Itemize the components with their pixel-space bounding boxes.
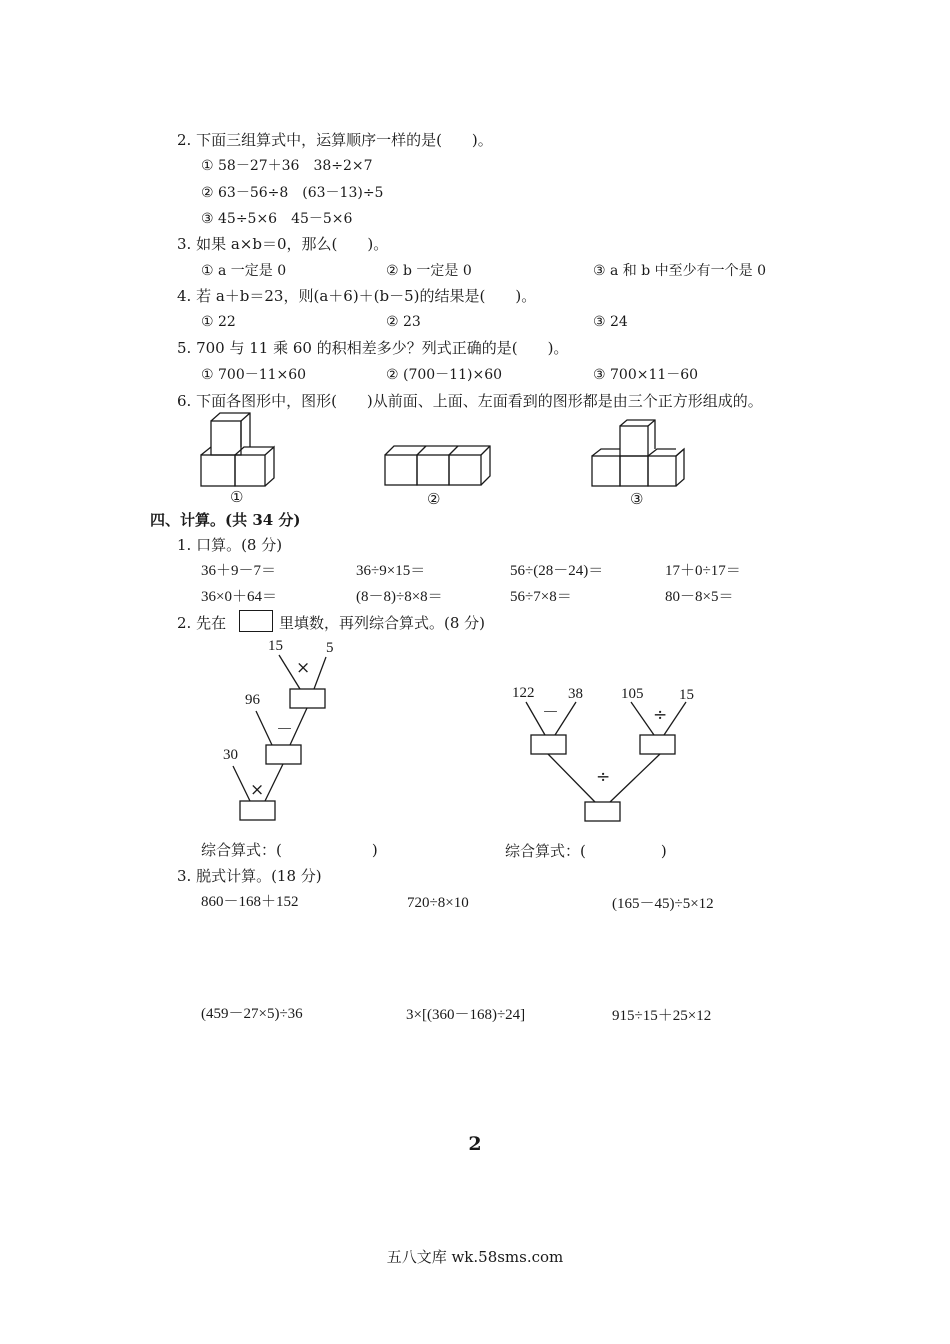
q4-option-2: ② 23 bbox=[386, 314, 421, 330]
oral-calc-7: 56÷7×8＝ bbox=[510, 589, 572, 605]
tree1-box-3 bbox=[240, 801, 275, 820]
tree1-op-3: × bbox=[250, 780, 265, 800]
tree2-box-1 bbox=[531, 735, 566, 754]
q4-stem: 4. 若 a＋b＝23，则(a＋6)＋(b－5)的结果是( )。 bbox=[177, 287, 537, 305]
figure-label-3: ③ bbox=[630, 490, 644, 508]
q5-option-3: ③ 700×11－60 bbox=[593, 367, 699, 383]
tree2-op-3: ÷ bbox=[596, 767, 611, 787]
q4-option-1: ① 22 bbox=[201, 314, 236, 330]
q2-option-3: ③ 45÷5×6 45－5×6 bbox=[201, 211, 353, 227]
q6-stem: 6. 下面各图形中，图形( )从前面、上面、左面看到的图形都是由三个正方形组成的。 bbox=[177, 392, 763, 410]
formula-label-2: 综合算式：( ) bbox=[505, 842, 667, 860]
tree1-op-1: × bbox=[296, 658, 311, 678]
q5-stem: 5. 700 与 11 乘 60 的积相差多少？列式正确的是( )。 bbox=[177, 339, 569, 357]
tree1-box-2 bbox=[266, 745, 301, 764]
oral-calc-8: 80－8×5＝ bbox=[665, 589, 734, 605]
oral-calc-5: 36×0＋64＝ bbox=[201, 589, 277, 605]
step-calc-5: 3×[(360－168)÷24] bbox=[406, 1007, 526, 1023]
oral-calc-2: 36÷9×15＝ bbox=[356, 563, 426, 579]
tree2-num-122: 122 bbox=[512, 685, 535, 701]
oral-calc-6: (8－8)÷8×8＝ bbox=[356, 589, 443, 605]
step-calc-4: (459－27×5)÷36 bbox=[201, 1006, 303, 1022]
tree2-op-1: － bbox=[542, 703, 559, 723]
q5-option-2: ② (700－11)×60 bbox=[386, 367, 503, 383]
step-calc-3: (165－45)÷5×12 bbox=[612, 896, 714, 912]
tree2-num-15: 15 bbox=[679, 687, 694, 703]
q2-option-1: ① 58－27＋36 38÷2×7 bbox=[201, 158, 373, 174]
q3-stem: 3. 如果 a×b＝0，那么( )。 bbox=[177, 235, 389, 253]
q4-1-title: 1. 口算。(8 分) bbox=[177, 536, 283, 554]
tree2-op-2: ÷ bbox=[653, 705, 668, 725]
footer-watermark: 五八文库 wk.58sms.com bbox=[386, 1248, 564, 1266]
figure-label-2: ② bbox=[427, 490, 441, 508]
step-calc-2: 720÷8×10 bbox=[407, 895, 469, 911]
tree1-num-96: 96 bbox=[245, 692, 260, 708]
q5-option-1: ① 700－11×60 bbox=[201, 367, 307, 383]
q2-option-2: ② 63－56÷8 (63－13)÷5 bbox=[201, 185, 384, 201]
oral-calc-4: 17＋0÷17＝ bbox=[665, 563, 741, 579]
page-number: 2 bbox=[468, 1133, 482, 1155]
tree1-num-15: 15 bbox=[268, 638, 283, 654]
q4-2-title-start: 2. 先在 bbox=[177, 614, 227, 632]
tree2-num-38: 38 bbox=[568, 686, 583, 702]
tree1-box-1 bbox=[290, 689, 325, 708]
q2-stem: 2. 下面三组算式中，运算顺序一样的是( )。 bbox=[177, 131, 493, 149]
section4-heading: 四、计算。(共 34 分) bbox=[150, 511, 301, 529]
tree1-num-5: 5 bbox=[326, 640, 334, 656]
q4-3-title: 3. 脱式计算。(18 分) bbox=[177, 867, 322, 885]
q3-option-3: ③ a 和 b 中至少有一个是 0 bbox=[593, 263, 767, 279]
tree1-op-2: － bbox=[276, 720, 293, 740]
q4-2-title-end: 里填数，再列综合算式。(8 分) bbox=[279, 614, 486, 632]
oral-calc-3: 56÷(28－24)＝ bbox=[510, 563, 604, 579]
tree1-num-30: 30 bbox=[223, 747, 238, 763]
oral-calc-1: 36＋9－7＝ bbox=[201, 563, 277, 579]
step-calc-6: 915÷15＋25×12 bbox=[612, 1008, 712, 1024]
q3-option-1: ① a 一定是 0 bbox=[201, 263, 287, 279]
tree2-box-2 bbox=[640, 735, 675, 754]
q4-option-3: ③ 24 bbox=[593, 314, 628, 330]
q3-option-2: ② b 一定是 0 bbox=[386, 263, 472, 279]
tree2-num-105: 105 bbox=[621, 686, 644, 702]
step-calc-1: 860－168＋152 bbox=[201, 894, 299, 910]
figure-label-1: ① bbox=[230, 488, 244, 506]
tree2-box-3 bbox=[585, 802, 620, 821]
formula-label-1: 综合算式：( ) bbox=[201, 841, 378, 859]
